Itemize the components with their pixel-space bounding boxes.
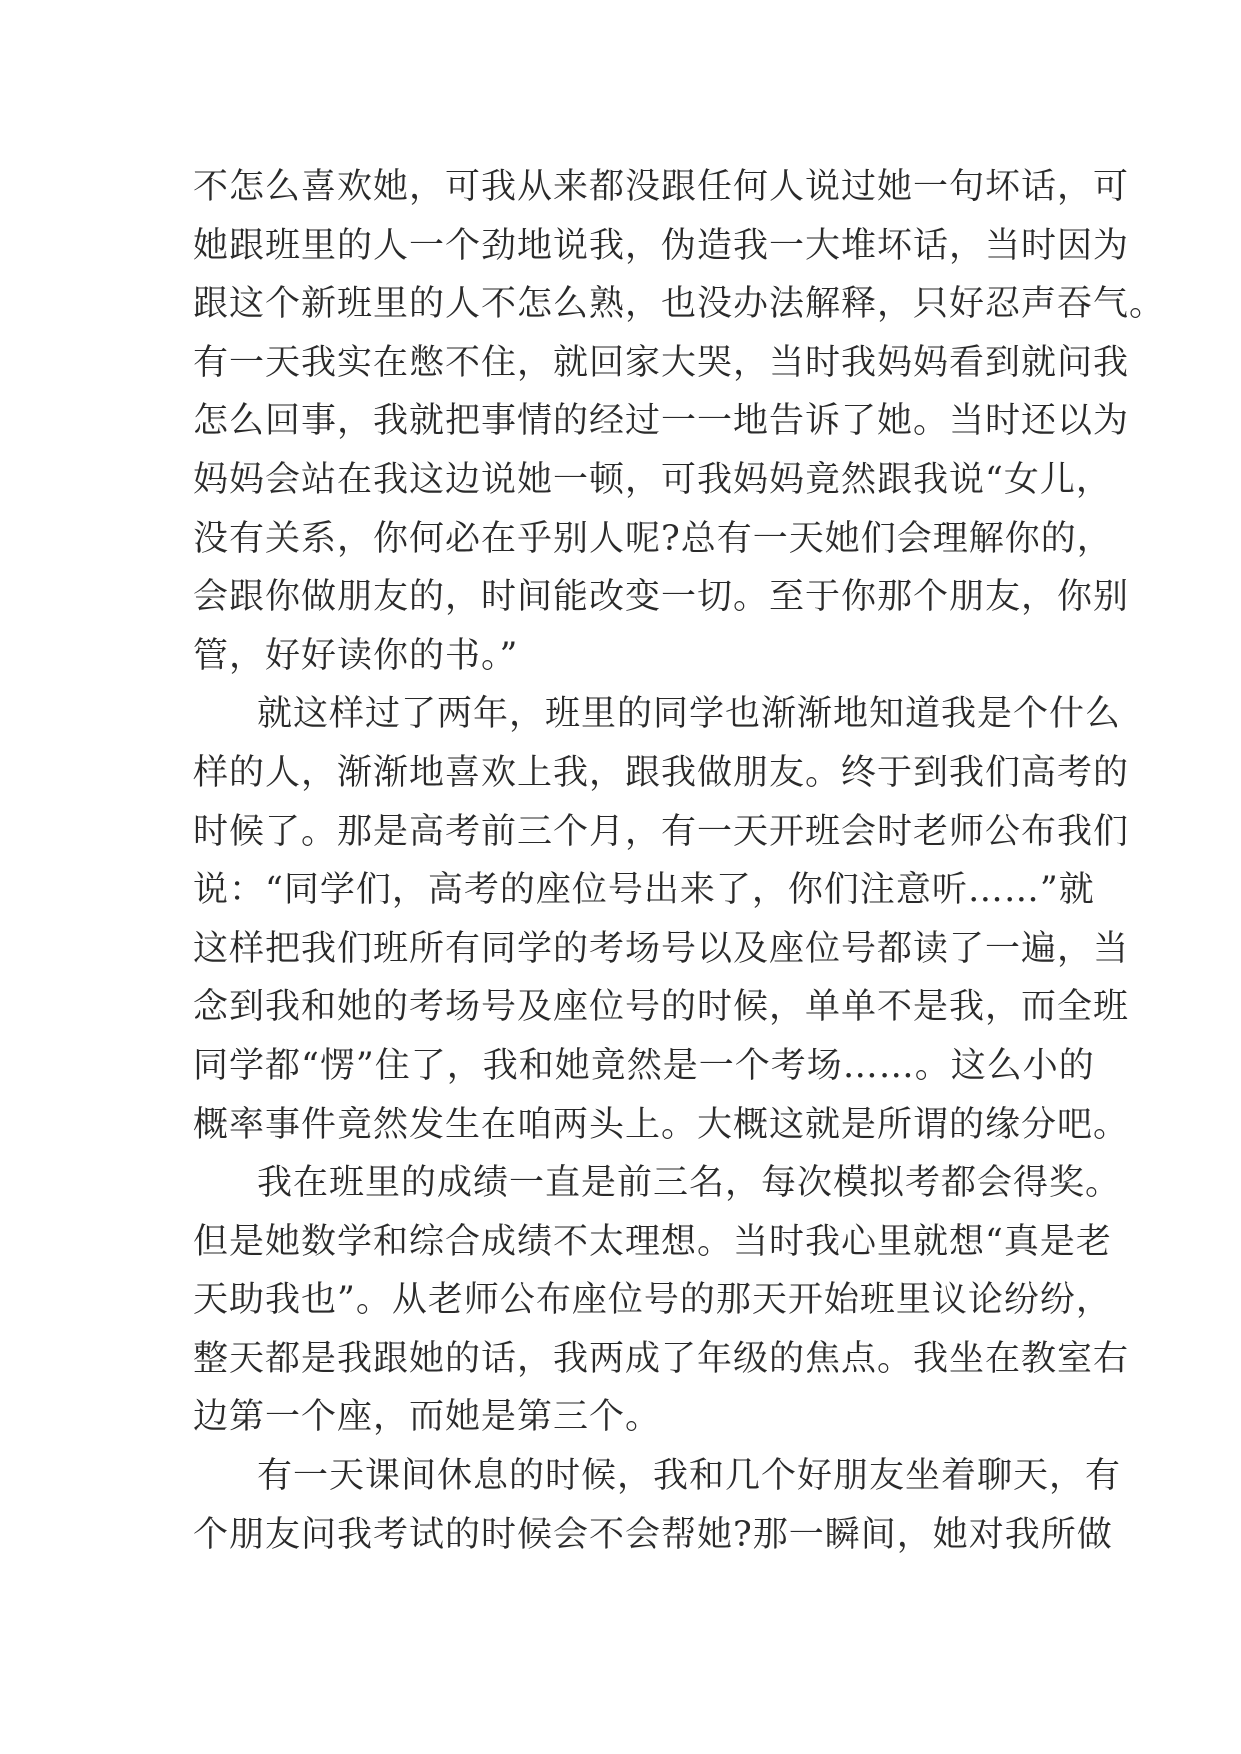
body-text [193, 158, 1166, 1564]
paragraph-first-line: 有一天课间休息的时候，我和几个好朋友坐着聊天，有 [257, 1456, 1122, 1497]
text-line: 样的人，渐渐地喜欢上我，跟我做朋友。终于到我们高考的 [193, 752, 1130, 793]
text-line: 管，好好读你的书。” [193, 635, 519, 676]
text-line: 怎么回事，我就把事情的经过一一地告诉了她。当时还以为 [193, 401, 1130, 442]
text-line: 念到我和她的考场号及座位号的时候，单单不是我，而全班 [193, 987, 1130, 1028]
text-line: 这样把我们班所有同学的考场号以及座位号都读了一遍，当 [193, 928, 1130, 969]
text-line: 天助我也”。从老师公布座位号的那天开始班里议论纷纷， [193, 1280, 1112, 1321]
text-line: 个朋友问我考试的时候会不会帮她?那一瞬间，她对我所做 [193, 1514, 1113, 1555]
text-line: 时候了。那是高考前三个月，有一天开班会时老师公布我们 [193, 811, 1130, 852]
text-line: 不怎么喜欢她，可我从来都没跟任何人说过她一句坏话，可 [193, 167, 1130, 207]
text-line: 概率事件竟然发生在咱两头上。大概这就是所谓的缘分吧。 [193, 1104, 1130, 1145]
text-line: 整天都是我跟她的话，我两成了年级的焦点。我坐在教室右 [193, 1338, 1130, 1379]
text-line: 边第一个座，而她是第三个。 [193, 1397, 662, 1438]
text-line: 说：“同学们，高考的座位号出来了，你们注意听……”就 [193, 870, 1095, 911]
text-line: 同学都“愣”住了，我和她竟然是一个考场……。这么小的 [193, 1045, 1095, 1086]
paragraph-first-line: 我在班里的成绩一直是前三名，每次模拟考都会得奖。 [257, 1163, 1122, 1204]
text-line: 有一天我实在憋不住，就回家大哭，当时我妈妈看到就问我 [193, 342, 1130, 383]
text-line: 跟这个新班里的人不怎么熟，也没办法解释，只好忍声吞气。 [193, 284, 1166, 325]
text-line: 她跟班里的人一个劲地说我，伪造我一大堆坏话，当时因为 [193, 225, 1130, 266]
paragraph-first-line: 就这样过了两年，班里的同学也渐渐地知道我是个什么 [257, 694, 1122, 735]
text-line: 妈妈会站在我这边说她一顿，可我妈妈竟然跟我说“女儿， [193, 459, 1112, 500]
text-line: 但是她数学和综合成绩不太理想。当时我心里就想“真是老 [193, 1221, 1112, 1262]
text-line: 会跟你做朋友的，时间能改变一切。至于你那个朋友，你别 [193, 577, 1130, 618]
text-line: 没有关系，你何必在乎别人呢?总有一天她们会理解你的， [193, 518, 1113, 559]
